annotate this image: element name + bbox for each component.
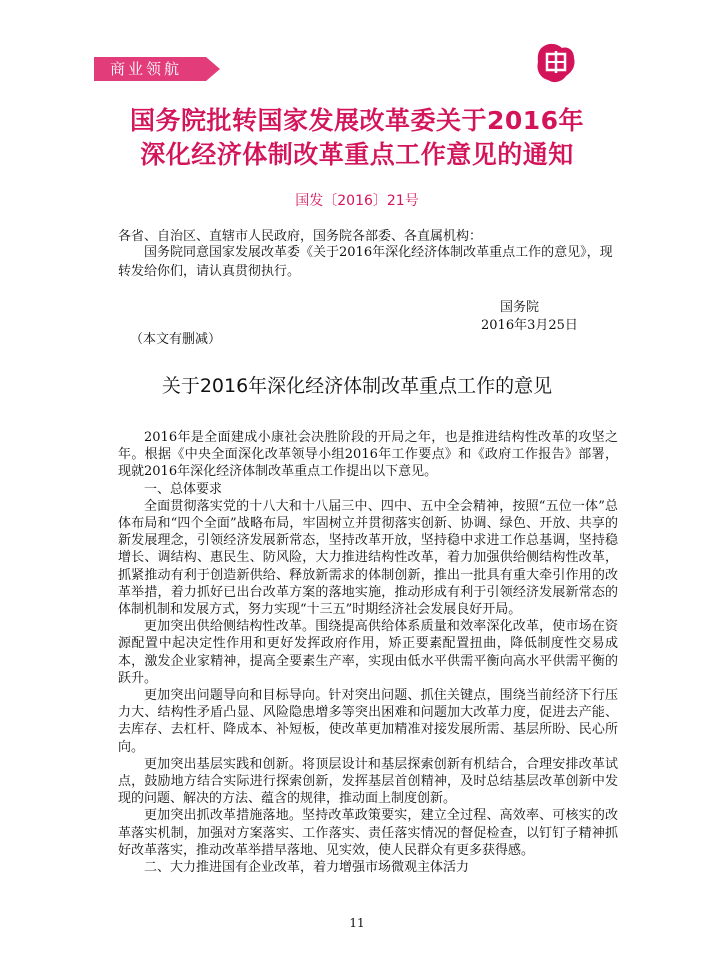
body-paragraph: 更加突出问题导向和目标导向。针对突出问题、抓住关键点，围绕当前经济下行压力大、结构性矛盾凸显、风险隐患增多等突出困难和问题加大改革力度，促进去产能、去库存、去杠杆、降成本、补短板，使改革更加精准对接发展所需、基层所盼、民心所向。: [118, 688, 618, 755]
abridged-note: （本文有删减）: [130, 332, 222, 347]
opinion-title: 关于2016年深化经济体制改革重点工作的意见: [161, 375, 553, 397]
document-number: 国发〔2016〕21号: [295, 193, 419, 209]
section-heading: 一、总体要求: [144, 481, 223, 497]
page-number: 11: [349, 916, 365, 930]
body-paragraph: 2016年是全面建成小康社会决胜阶段的开局之年，也是推进结构性改革的攻坚之年。根据《中央全面深化改革领导小组2016年工作要点》和《政府工作报告》部署，现就2016年深化经济体制改革重点工作提出以下意见。: [118, 430, 618, 480]
opinion-body: [118, 429, 618, 876]
section-tab-label: 商业领航: [110, 60, 183, 78]
body-paragraph: 更加突出抓改革措施落地。坚持改革政策要实，建立全过程、高效率、可核实的改革落实机制，加强对方案落实、工作落实、责任落实情况的督促检查，以钉钉子精神抓好改革落实，推动改革举措早落地、见实效，使人民群众有更多获得感。: [118, 808, 618, 858]
section-tab: [94, 57, 206, 81]
notice-title-line2: 深化经济体制改革重点工作意见的通知: [140, 140, 574, 169]
addressee: 各省、自治区、直辖市人民政府，国务院各部委、各直属机构：: [118, 229, 483, 244]
notice-intro: 国务院同意国家发展改革委《关于2016年深化经济体制改革重点工作的意见》，现转发给你们，请认真贯彻执行。: [118, 245, 613, 279]
notice-title-line1: 国务院批转国家发展改革委关于2016年: [129, 106, 585, 135]
body-paragraph: 全面贯彻落实党的十八大和十八届三中、四中、五中全会精神，按照“五位一体”总体布局和“四个全面”战略布局，牢固树立并贯彻落实创新、协调、绿色、开放、共享的新发展理念，引领经济发展新常态，坚持改革开放，坚持稳中求进工作总基调，坚持稳增长、调结构、惠民生、防风险，大力推进结构性改革，着力加强供给侧结构性改革，抓紧推动有利于创造新供给、释放新需求的体制创新，推出一批具有重大牵引作用的改革举措，着力抓好已出台改革方案的落地实施，推动形成有利于引领经济发展新常态的体制机制和发展方式，努力实现“十三五”时期经济社会发展良好开局。: [118, 498, 618, 618]
magazine-logo-icon: [536, 42, 576, 84]
body-paragraph: 更加突出基层实践和创新。将顶层设计和基层探索创新有机结合，合理安排改革试点，鼓励地方结合实际进行探索创新，发挥基层首创精神，及时总结基层改革创新中发现的问题、解决的方法、蕴含的规律，推动面上制度创新。: [118, 756, 618, 807]
signer: 国务院: [500, 300, 540, 315]
section-heading: 二、大力推进国有企业改革，着力增强市场微观主体活力: [144, 860, 470, 876]
issue-date: 2016年3月25日: [481, 318, 578, 333]
body-paragraph: 更加突出供给侧结构性改革。围绕提高供给体系质量和效率深化改革，使市场在资源配置中起决定性作用和更好发挥政府作用，矫正要素配置扭曲，降低制度性交易成本，激发企业家精神，提高全要素生产率，实现由低水平供需平衡向高水平供需平衡的跃升。: [118, 619, 618, 686]
notice-title: [0, 104, 714, 172]
